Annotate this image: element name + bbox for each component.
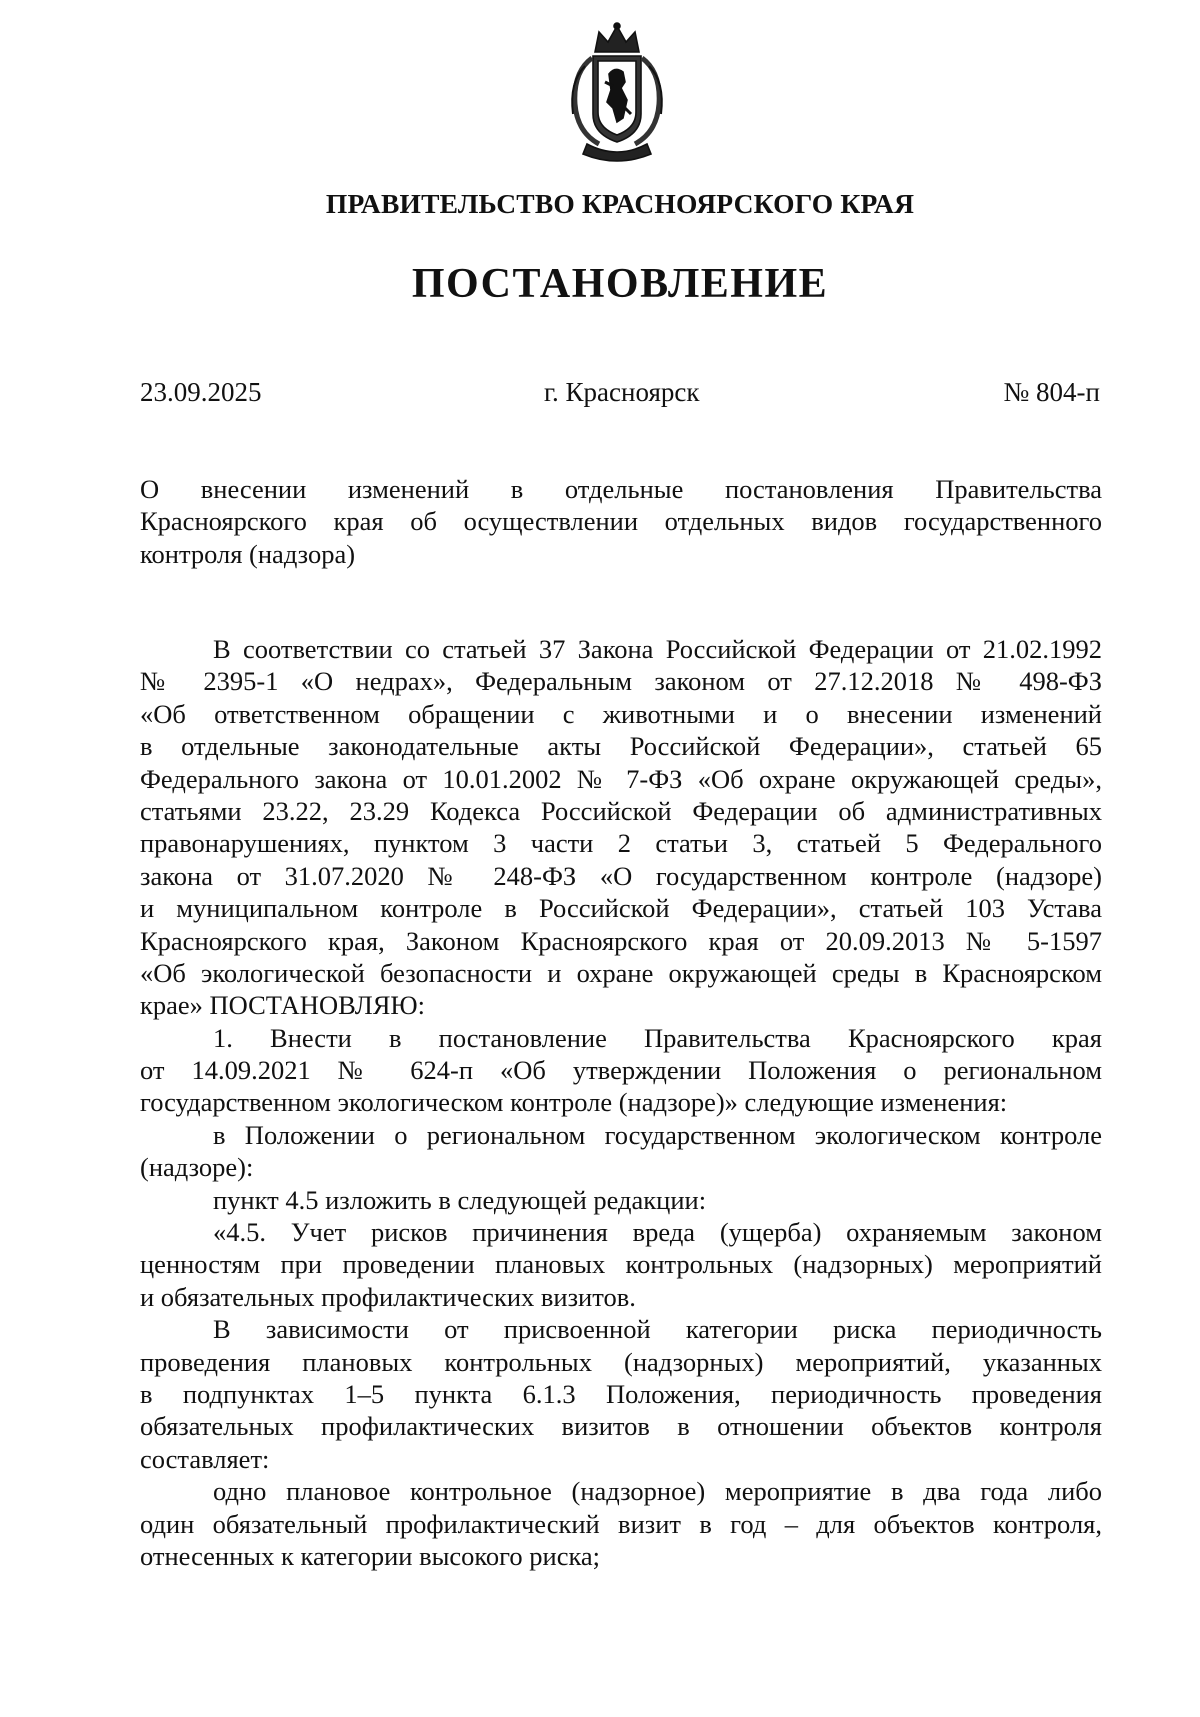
body-line: 1. Внести в постановление Правительства Красноярского края [213, 1022, 1102, 1053]
body-line: и обязательных профилактических визитов. [140, 1281, 636, 1312]
body-line: составляет: [140, 1443, 270, 1474]
body-line: Красноярского края, Законом Красноярского края от 20.09.2013 № 5-1597 [140, 925, 1102, 956]
body-line: крае» ПОСТАНОВЛЯЮ: [140, 990, 425, 1021]
document-subject [140, 473, 1102, 570]
body-line: в подпунктах 1–5 пункта 6.1.3 Положения, периодичность проведения [140, 1378, 1102, 1409]
body-line: от 14.09.2021 № 624-п «Об утверждении Положения о региональном [140, 1055, 1102, 1086]
body-line: государственном экологическом контроле (надзоре)» следующие изменения: [140, 1087, 1008, 1118]
government-name: ПРАВИТЕЛЬСТВО КРАСНОЯРСКОГО КРАЯ [325, 188, 915, 219]
body-line: в отдельные законодательные акты Российской Федерации», статьей 65 [140, 731, 1102, 762]
document-date: 23.09.2025 [140, 377, 262, 407]
body-line: Федерального закона от 10.01.2002 № 7-ФЗ «Об охране окружающей среды», [140, 763, 1102, 794]
body-line: проведения плановых контрольных (надзорных) мероприятий, указанных [140, 1346, 1102, 1377]
document-body [140, 633, 1102, 1572]
document-number: № 804-п [1003, 377, 1100, 407]
body-line: В зависимости от присвоенной категории риска периодичность [213, 1314, 1102, 1345]
body-line: пункт 4.5 изложить в следующей редакции: [213, 1184, 707, 1215]
body-line: «4.5. Учет рисков причинения вреда (ущерба) охраняемым законом [213, 1217, 1102, 1248]
body-line: № 2395-1 «О недрах», Федеральным законом от 27.12.2018 № 498-ФЗ [140, 666, 1102, 697]
body-line: одно плановое контрольное (надзорное) мероприятие в два года либо [213, 1476, 1102, 1507]
body-line: «Об ответственном обращении с животными и о внесении изменений [140, 698, 1102, 729]
body-line: отнесенных к категории высокого риска; [140, 1540, 601, 1571]
subject-line: контроля (надзора) [140, 538, 356, 569]
body-line: и муниципальном контроле в Российской Федерации», статьей 103 Устава [140, 893, 1102, 924]
krasnoyarsk-coat-of-arms-icon [565, 22, 670, 164]
body-line: (надзоре): [140, 1152, 254, 1183]
body-line: один обязательный профилактический визит в год – для объектов контроля, [140, 1508, 1102, 1539]
body-line: «Об экологической безопасности и охране окружающей среды в Красноярском [140, 957, 1102, 988]
body-line: обязательных профилактических визитов в отношении объектов контроля [140, 1411, 1102, 1442]
subject-line: Красноярского края об осуществлении отдельных видов государственного [140, 506, 1102, 537]
body-line: закона от 31.07.2020 № 248-ФЗ «О государственном контроле (надзоре) [140, 860, 1102, 891]
body-line: статьями 23.22, 23.29 Кодекса Российской Федерации об административных [140, 795, 1102, 826]
document-city: г. Красноярск [544, 377, 700, 407]
document-type: ПОСТАНОВЛЕНИЕ [411, 261, 829, 307]
body-line: в Положении о региональном государственном экологическом контроле [213, 1119, 1102, 1150]
body-line: ценностям при проведении плановых контрольных (надзорных) мероприятий [140, 1249, 1102, 1280]
body-line: правонарушениях, пунктом 3 части 2 статьи 3, статьей 5 Федерального [140, 828, 1102, 859]
body-line: В соответствии со статьей 37 Закона Российской Федерации от 21.02.1992 [213, 634, 1102, 664]
subject-line: О внесении изменений в отдельные постановления Правительства [140, 474, 1102, 504]
